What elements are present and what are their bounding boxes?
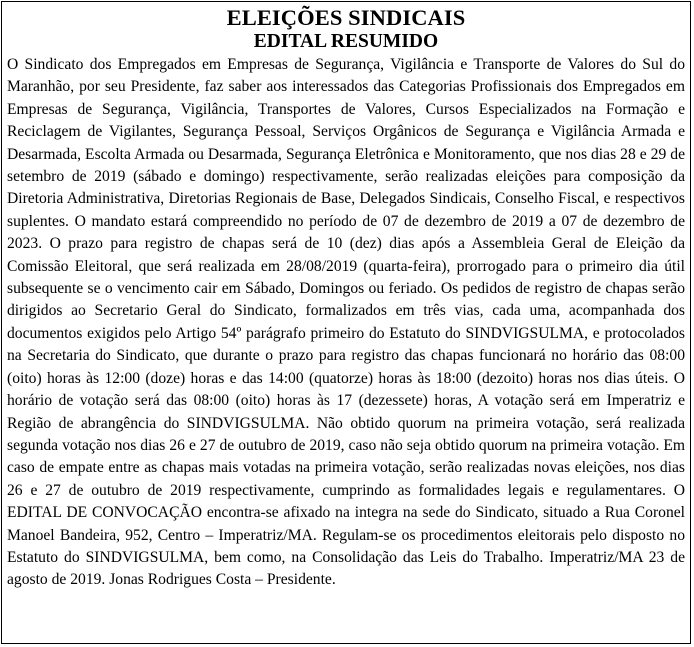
notice-box (1, 1, 691, 644)
notice-title: ELEIÇÕES SINDICAIS (226, 5, 466, 30)
notice-body: O Sindicato dos Empregados em Empresas de Segurança, Vigilância e Transporte de Valores do Sul do Maranhão, por seu Presidente, faz saber aos interessados das Categorias Profissionais dos Empregados em Empresas de Segurança, Vigilância, Transportes de Valores, Cursos Especializados na Formação e Reciclagem de Vigilantes, Segurança Pessoal, Serviços Orgânicos de Segurança e Vigilância Armada e Desarmada, Escolta Armada ou Desarmada, Segurança Eletrônica e Monitoramento, que nos dias 28 e 29 de setembro de 2019 (sábado e domingo) respectivamente, serão realizadas eleições para composição da Diretoria Administrativa, Diretorias Regionais de Base, Delegados Sindicais, Conselho Fiscal, e respectivos suplentes. O mandato estará compreendido no período de 07 de dezembro de 2019 a 07 de dezembro de 2023. O prazo para registro de chapas será de 10 (dez) dias após a Assembleia Geral de Eleição da Comissão Eleitoral, que será realizada em 28/08/2019 (quarta-feira), prorrogado para o primeiro dia útil subsequente se o vencimento cair em Sábado, Domingos ou feriado. Os pedidos de registro de chapas serão dirigidos ao Secretario Geral do Sindicato, formalizados em três vias, cada uma, acompanhada dos documentos exigidos pelo Artigo 54º parágrafo primeiro do Estatuto do SINDVIGSULMA, e protocolados na Secretaria do Sindicato, que durante o prazo para registro das chapas funcionará no horário das 08:00 (oito) horas às 12:00 (doze) horas e das 14:00 (quatorze) horas às 18:00 (dezoito) horas nos dias úteis. O horário de votação será das 08:00 (oito) horas às 17 (dezessete) horas, A votação será em Imperatriz e Região de abrangência do SINDVIGSULMA. Não obtido quorum na primeira votação, será realizada segunda votação nos dias 26 e 27 de outubro de 2019, caso não seja obtido quorum na primeira votação. Em caso de empate entre as chapas mais votadas na primeira votação, serão realizadas novas eleições, nos dias 26 e 27 de outubro de 2019 respectivamente, cumprindo as formalidades legais e regulamentares. O EDITAL DE CONVOCAÇÃO encontra-se afixado na integra na sede do Sindicato, situado a Rua Coronel Manoel Bandeira, 952, Centro – Imperatriz/MA. Regulam-se os procedimentos eleitorais pelo disposto no Estatuto do SINDVIGSULMA, bem como, na Consolidação das Leis do Trabalho. Imperatriz/MA 23 de agosto de 2019. Jonas Rodrigues Costa – Presidente. (7, 56, 685, 589)
notice-subtitle: EDITAL RESUMIDO (253, 31, 439, 52)
